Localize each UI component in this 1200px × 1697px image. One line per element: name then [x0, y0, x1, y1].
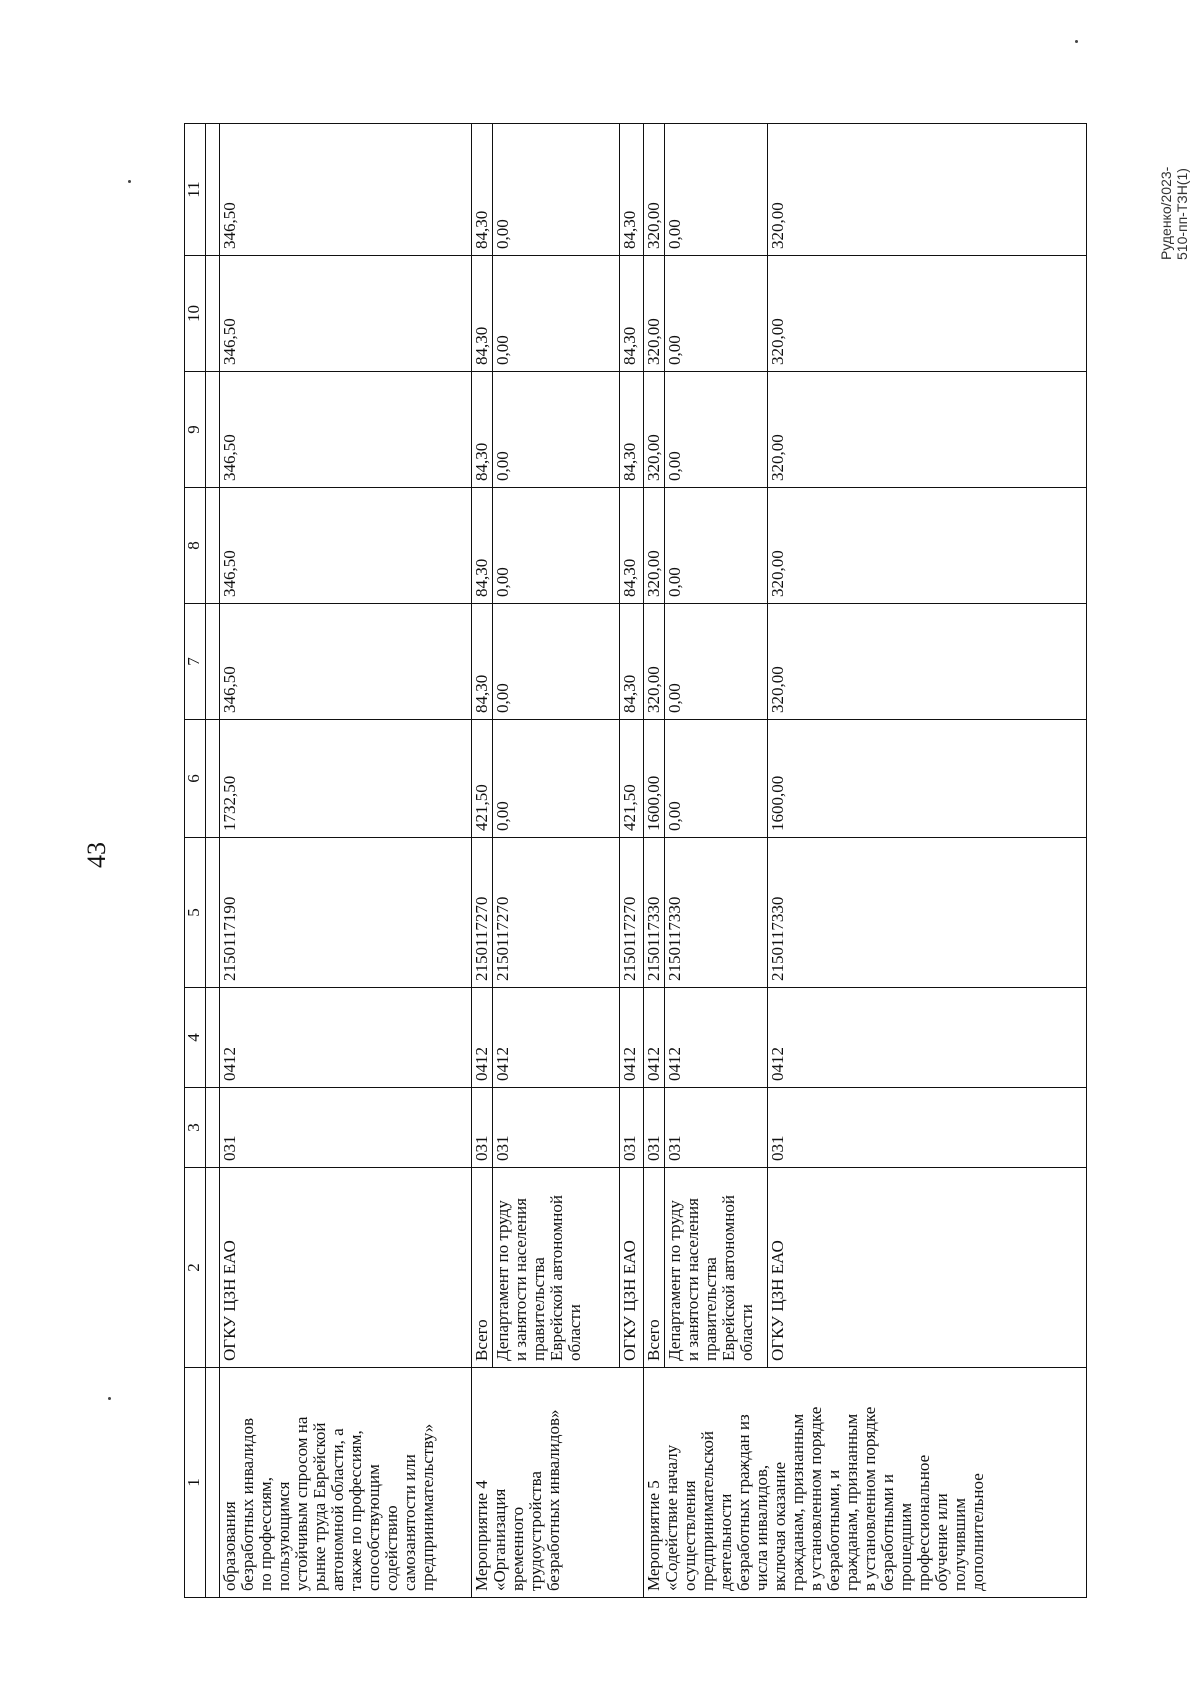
section-cell [472, 988, 644, 1088]
sub-executor: ОГКУ ЦЗН ЕАО [768, 1240, 787, 1361]
year-cell [644, 124, 1087, 256]
sub-value: 0412 [665, 988, 768, 1087]
sub-value: 0412 [493, 988, 620, 1087]
budget-table [184, 123, 1087, 1598]
year-cell: 346,50 [220, 124, 472, 256]
year-cell [472, 372, 644, 488]
sub-value: 320,00 [644, 604, 665, 719]
sub-value: 0,00 [665, 372, 768, 487]
sub-value: 0,00 [493, 604, 620, 719]
year-cell [644, 604, 1087, 720]
sub-value: 84,30 [620, 674, 639, 713]
year-cell: 346,50 [220, 372, 472, 488]
sub-value: 031 [665, 1088, 768, 1167]
sub-value: 320,00 [644, 488, 665, 603]
header-col-3: 3 [185, 1088, 206, 1168]
sub-value: 0,00 [665, 124, 768, 255]
year-cell: 346,50 [220, 256, 472, 372]
scan-speck [1075, 40, 1078, 43]
total-cell: 1732,50 [220, 720, 472, 838]
header-row [185, 124, 206, 1598]
grbs-cell [472, 1088, 644, 1168]
sub-value: 2150117270 [472, 838, 493, 987]
sub-value: 84,30 [472, 124, 493, 255]
section-cell [644, 988, 1087, 1088]
header-col-4: 4 [185, 988, 206, 1088]
document-id: Руденко/2023-510-пп-ТЗН(1) [1158, 166, 1190, 260]
target-article-cell [644, 838, 1087, 988]
total-cell [644, 720, 1087, 838]
sub-value: 0,00 [493, 720, 620, 837]
year-cell [472, 256, 644, 372]
sub-value: 84,30 [472, 488, 493, 603]
budget-table-container [184, 124, 1087, 1598]
sub-value: 031 [493, 1088, 620, 1167]
sub-executor: Всего [644, 1168, 665, 1367]
header-col-8: 8 [185, 488, 206, 604]
sub-value: 031 [644, 1088, 665, 1167]
sub-value: 320,00 [768, 434, 787, 481]
target-article-cell: 2150117190 [220, 838, 472, 988]
sub-executor: Департамент по труду и занятости населения правительства Еврейской автономной области [665, 1168, 768, 1367]
year-cell: 346,50 [220, 604, 472, 720]
sub-value: 320,00 [644, 372, 665, 487]
sub-value: 84,30 [620, 326, 639, 365]
sub-value: 1600,00 [644, 720, 665, 837]
sub-value: 0,00 [665, 256, 768, 371]
sub-value: 0412 [620, 1047, 639, 1081]
header-col-1: 1 [185, 1368, 206, 1598]
activity-description: Мероприятие 5 «Содействие началу осуществления предпринимательской деятельности безработных граждан из числа инвалидов, включая оказание гражданам, признанным в установленном порядке безработными, и гражданам, признанным в установленном порядке безработными и прошедшим профессиональное обучение или получившим дополнительное [644, 1368, 1087, 1598]
header-col-11: 11 [185, 124, 206, 256]
sub-value: 421,50 [472, 720, 493, 837]
sub-value: 84,30 [620, 442, 639, 481]
sub-value: 320,00 [768, 666, 787, 713]
sub-value: 320,00 [768, 318, 787, 365]
table-row [644, 124, 1087, 1598]
executor-cell [472, 1168, 644, 1368]
sub-value: 0,00 [493, 372, 620, 487]
header-col-5: 5 [185, 838, 206, 988]
sub-value: 0412 [644, 988, 665, 1087]
sub-value: 2150117270 [620, 896, 639, 981]
executor-cell [644, 1168, 1087, 1368]
year-cell [644, 488, 1087, 604]
sub-value: 2150117270 [493, 838, 620, 987]
sub-value: 0412 [472, 988, 493, 1087]
sub-value: 84,30 [472, 256, 493, 371]
sub-value: 0,00 [665, 720, 768, 837]
sub-value: 2150117330 [768, 896, 787, 981]
sub-value: 320,00 [768, 550, 787, 597]
sub-executor: Департамент по труду и занятости населения правительства Еврейской автономной области [493, 1168, 620, 1367]
scan-speck [128, 180, 131, 183]
header-col-6: 6 [185, 720, 206, 838]
sub-value: 421,50 [620, 784, 639, 831]
activity-description: Мероприятие 4 «Организация временного трудоустройства безработных инвалидов» [472, 1368, 644, 1598]
table-row [472, 124, 644, 1598]
sub-value: 031 [768, 1135, 787, 1161]
scan-speck [108, 1397, 111, 1400]
year-cell [472, 488, 644, 604]
sub-executor: Всего [472, 1168, 493, 1367]
sub-value: 84,30 [620, 558, 639, 597]
grbs-cell: 031 [220, 1088, 472, 1168]
sub-executor: ОГКУ ЦЗН ЕАО [620, 1240, 639, 1361]
sub-value: 0,00 [665, 488, 768, 603]
sub-value: 0,00 [493, 256, 620, 371]
sub-value: 0412 [768, 1047, 787, 1081]
page-number: 43 [82, 842, 111, 868]
year-cell [644, 256, 1087, 372]
spacer-row [206, 124, 220, 1598]
sub-value: 84,30 [472, 604, 493, 719]
sub-value: 84,30 [620, 210, 639, 249]
sub-value: 320,00 [644, 124, 665, 255]
year-cell [472, 604, 644, 720]
header-col-10: 10 [185, 256, 206, 372]
total-cell [472, 720, 644, 838]
header-col-7: 7 [185, 604, 206, 720]
sub-value: 0,00 [493, 488, 620, 603]
section-cell: 0412 [220, 988, 472, 1088]
sub-value: 2150117330 [644, 838, 665, 987]
sub-value: 031 [472, 1088, 493, 1167]
year-cell [644, 372, 1087, 488]
sub-value: 0,00 [665, 604, 768, 719]
sub-value: 320,00 [768, 202, 787, 249]
sub-value: 031 [620, 1135, 639, 1161]
sub-value: 0,00 [493, 124, 620, 255]
sub-value: 1600,00 [768, 775, 787, 831]
year-cell [472, 124, 644, 256]
executor-cell: ОГКУ ЦЗН ЕАО [220, 1168, 472, 1368]
sub-value: 84,30 [472, 372, 493, 487]
sub-value: 2150117330 [665, 838, 768, 987]
year-cell: 346,50 [220, 488, 472, 604]
target-article-cell [472, 838, 644, 988]
table-row [220, 124, 472, 1598]
header-col-2: 2 [185, 1168, 206, 1368]
sub-value: 320,00 [644, 256, 665, 371]
grbs-cell [644, 1088, 1087, 1168]
header-col-9: 9 [185, 372, 206, 488]
activity-description: образования безработных инвалидов по профессиям, пользующимся устойчивым спросом на рынке труда Еврейской автономной области, а также по профессиям, способствующим содействию самозанятости или предпринимательству» [220, 1368, 472, 1598]
